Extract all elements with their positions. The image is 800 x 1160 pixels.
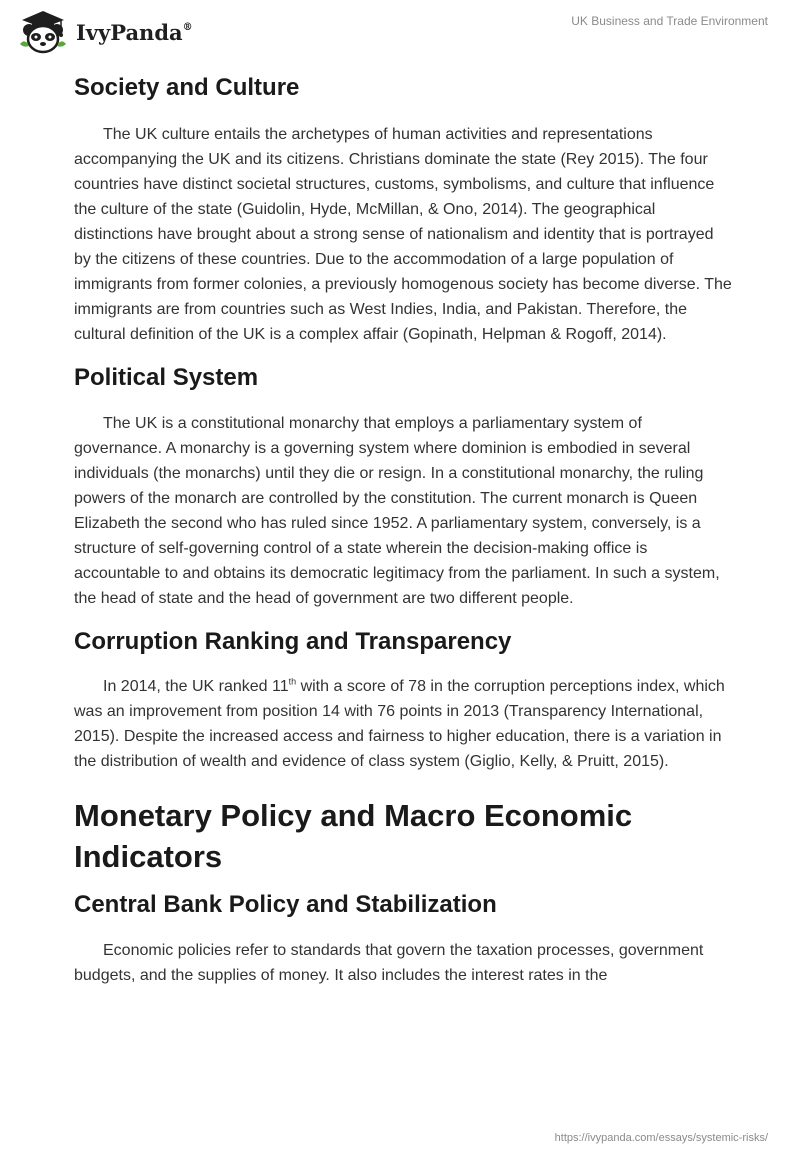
document-title: UK Business and Trade Environment xyxy=(571,14,768,28)
paragraph-corruption-ranking: In 2014, the UK ranked 11th with a score of 78 in the corruption perceptions index, which was an improvement from position 14 with 76 points in 2013 (Transparency International, 2015). Despite the increased access and fairness to higher education, there is a variation in the distribution of wealth and evidence of class system (Giglio, Kelly, & Pruitt, 2015). xyxy=(74,677,725,771)
brand-logo[interactable] xyxy=(16,8,193,54)
panda-graduate-icon xyxy=(16,8,70,54)
heading-political-system: Political System xyxy=(74,363,259,391)
article-body xyxy=(74,70,734,988)
paragraph-society-culture: The UK culture entails the archetypes of human activities and representations accompanying the UK and its citizens. Christians dominate the state (Rey 2015). The four countries have distinct societal structures, customs, symbolisms, and culture that influence the culture of the state (Guidolin, Hyde, McMillan, & Ono, 2014). The geographical distinctions have brought about a strong sense of nationalism and identity that is portrayed by the citizens of these countries. Due to the accommodation of a large population of immigrants from former colonies, a previously homogenous society has become diverse. The immigrants are from countries such as West Indies, India, and Pakistan. Therefore, the cultural definition of the UK is a complex affair (Gopinath, Helpman & Rogoff, 2014). xyxy=(74,125,732,343)
heading-society-culture: Society and Culture xyxy=(74,74,300,101)
heading-central-bank: Central Bank Policy and Stabilization xyxy=(74,890,497,918)
heading-monetary-policy: Monetary Policy and Macro Economic Indicators xyxy=(74,798,633,874)
brand-name: IvyPanda® xyxy=(76,19,193,45)
heading-corruption-ranking: Corruption Ranking and Transparency xyxy=(74,627,512,655)
paragraph-central-bank: Economic policies refer to standards that govern the taxation processes, government budgets, and the supplies of money. It also includes the interest rates in the xyxy=(74,941,704,984)
paragraph-political-system: The UK is a constitutional monarchy that employs a parliamentary system of governance. A monarchy is a governing system where dominion is embodied in several individuals (the monarchs) until they die or resign. In a constitutional monarchy, the ruling powers of the monarch are controlled by the constitution. The current monarch is Queen Elizabeth the second who has ruled since 1952. A parliamentary system, conversely, is a structure of self-governing control of a state wherein the decision-making office is accountable to and obtains its democratic legitimacy from the parliament. In such a system, the head of state and the head of government are two different people. xyxy=(74,414,720,607)
source-url[interactable]: https://ivypanda.com/essays/systemic-risks/ xyxy=(554,1132,768,1144)
page-header xyxy=(0,0,800,60)
